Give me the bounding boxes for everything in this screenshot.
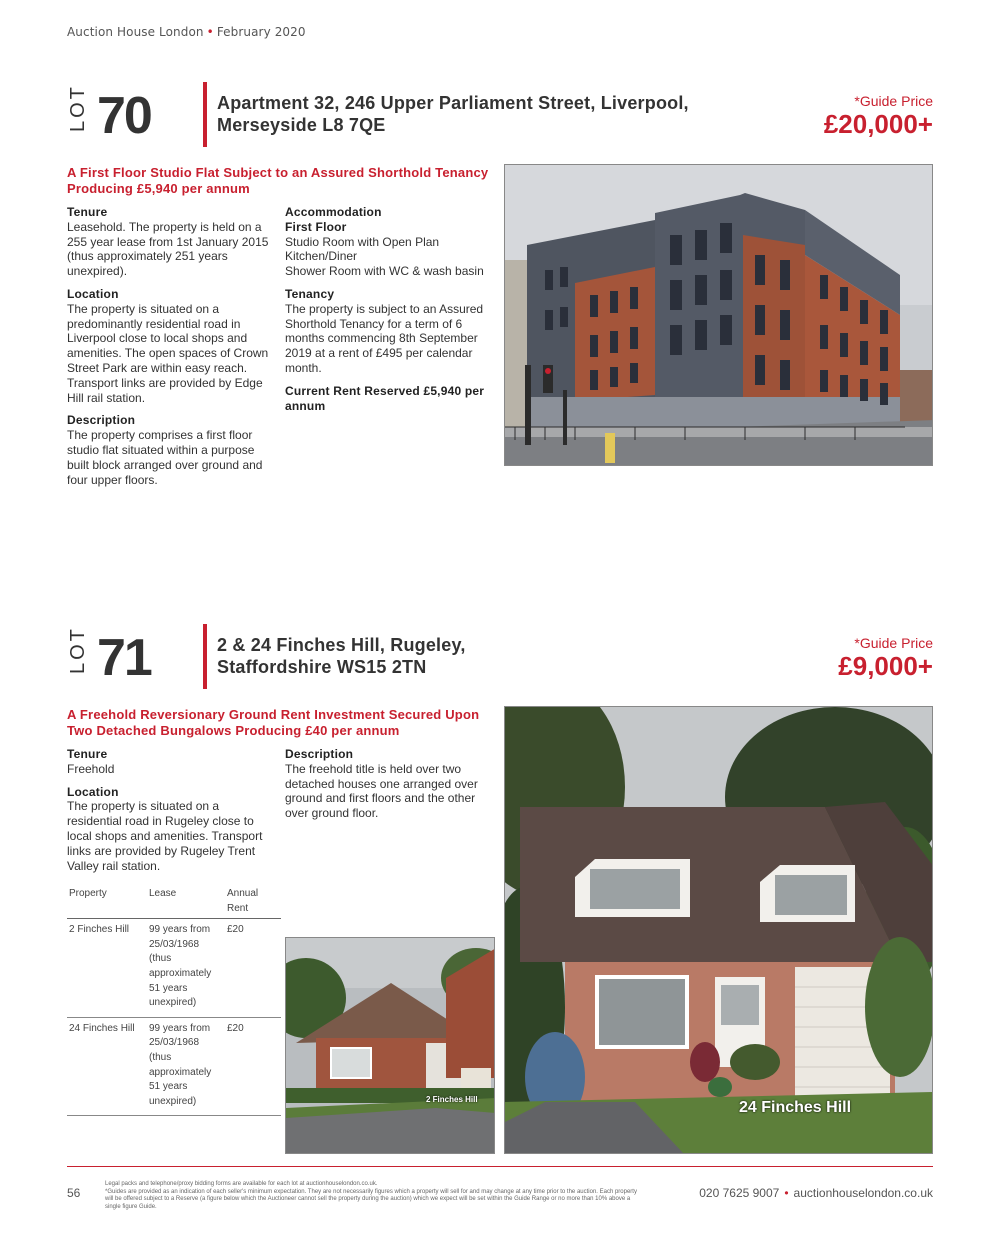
legal-line-1: Legal packs and telephone/proxy bidding forms are available for each lot at auctionhouselondon.co.uk. (105, 1181, 378, 1187)
table-row (67, 919, 281, 1018)
guide-price-label: *Guide Price (854, 635, 933, 651)
legal-notice (105, 1181, 645, 1211)
guide-price-block (824, 93, 933, 139)
tenancy-heading: Tenancy (285, 286, 335, 301)
website-link[interactable]: auctionhouselondon.co.uk (793, 1186, 933, 1200)
description-text: The property comprises a first floor studio flat situated within a purpose built block arranged over ground and four upper floors. (67, 428, 263, 487)
page-header (67, 25, 306, 39)
footer-contact (699, 1186, 933, 1200)
guide-price-label: *Guide Price (854, 93, 933, 109)
table-header-row (67, 887, 281, 919)
description-text: The freehold title is held over two detached houses one arranged over ground and first floors and the other over ground floor. (285, 761, 478, 821)
tenancy-text: The property is subject to an Assured Shorthold Tenancy for a term of 6 months commencing 8th September 2019 at a rent of £495 per calendar month. (285, 301, 484, 375)
phone-number: 020 7625 9007 (699, 1186, 780, 1200)
lot-details-right (285, 205, 495, 413)
guide-price-value: £9,000+ (838, 651, 933, 681)
description-heading: Description (285, 747, 354, 761)
lot-details-right (285, 747, 495, 821)
lot-address (217, 634, 777, 678)
accommodation-text: Studio Room with Open Plan Kitchen/Diner Shower Room with WC & wash basin (285, 234, 484, 279)
location-text: The property is situated on a residential road in Rugeley close to local shops and amenities. Transport links are provided by Rugeley Trent Valley rail station. (67, 799, 263, 873)
issue-date: February 2020 (216, 25, 306, 39)
description-heading: Description (67, 413, 136, 428)
table-cell: 24 Finches Hill (69, 1022, 135, 1034)
location-heading: Location (67, 286, 119, 301)
table-cell: 99 years from 25/03/1968 (thus approximately 51 years unexpired) (149, 924, 212, 1009)
bullet-dot: • (206, 25, 214, 39)
lot-details-left (67, 747, 277, 873)
floor-heading: First Floor (285, 219, 347, 234)
table-cell: £20 (227, 924, 244, 936)
lot-70-section (67, 82, 933, 502)
ground-rent-table (67, 887, 281, 1116)
lot-number: 71 (97, 629, 151, 687)
address-line-1: 2 & 24 Finches Hill, Rugeley, (217, 635, 466, 655)
footer-divider (67, 1166, 933, 1167)
lot-subtitle: A Freehold Reversionary Ground Rent Investment Secured Upon Two Detached Bungalows Producing £40 per annum (67, 707, 480, 738)
lot-divider-bar (203, 82, 207, 147)
location-heading: Location (67, 784, 119, 799)
photo-caption: 2 Finches Hill (426, 1095, 478, 1104)
guide-price-block (838, 635, 933, 681)
lot-number: 70 (97, 87, 151, 145)
address-line-2: Staffordshire WS15 2TN (217, 657, 427, 677)
accommodation-heading: Accommodation (285, 205, 382, 219)
page-number: 56 (67, 1186, 81, 1200)
current-rent: Current Rent Reserved £5,940 per annum (285, 383, 485, 413)
company-name: Auction House London (67, 25, 204, 39)
tenure-text: Freehold (67, 761, 115, 776)
table-cell: £20 (227, 1022, 244, 1034)
lot-label: LOT (67, 84, 89, 132)
property-photo-24-finches-hill (504, 706, 933, 1154)
tenure-heading: Tenure (67, 205, 108, 219)
bullet-dot: • (784, 1186, 789, 1200)
table-cell: 2 Finches Hill (69, 924, 130, 936)
column-header: Property (69, 888, 107, 899)
property-photo-building (504, 164, 933, 466)
lot-71-section (67, 624, 933, 1159)
property-photo-2-finches-hill (285, 937, 495, 1154)
lot-details-left (67, 205, 277, 487)
table-cell: 99 years from 25/03/1968 (thus approximately 51 years unexpired) (149, 1022, 212, 1107)
tenure-text: Leasehold. The property is held on a 255 year lease from 1st January 2015 (thus approximately 251 years unexpired). (67, 219, 269, 279)
address-line-2: Merseyside L8 7QE (217, 115, 386, 135)
location-text: The property is situated on a predominantly residential road in Liverpool close to local shops and amenities. The open spaces of Crown Street Park are within easy reach. Transport links are provided by Edge Hill rail station. (67, 301, 269, 405)
lot-label: LOT (67, 626, 89, 674)
lot-address (217, 92, 777, 136)
lot-subtitle: A First Floor Studio Flat Subject to an Assured Shorthold Tenancy Producing £5,940 per annum (67, 165, 489, 196)
photo-caption: 24 Finches Hill (739, 1099, 852, 1116)
table-row (67, 1017, 281, 1116)
tenure-heading: Tenure (67, 747, 108, 761)
address-line-1: Apartment 32, 246 Upper Parliament Street, Liverpool, (217, 93, 689, 113)
lot-divider-bar (203, 624, 207, 689)
column-header: Annual Rent (227, 888, 259, 914)
column-header: Lease (149, 888, 177, 899)
guide-price-value: £20,000+ (823, 109, 933, 139)
legal-line-2: *Guides are provided as an indication of each seller's minimum expectation. They are not necessarily figures which a property will sell for and may change at any time prior to the auction. Each property will be offered subject to a Reserve (a figure below which the Auctioneer cannot sell the property during the auction) which we expect will be set within the Guide Range or no more than 10% above a single figure Guide. (105, 1188, 637, 1210)
